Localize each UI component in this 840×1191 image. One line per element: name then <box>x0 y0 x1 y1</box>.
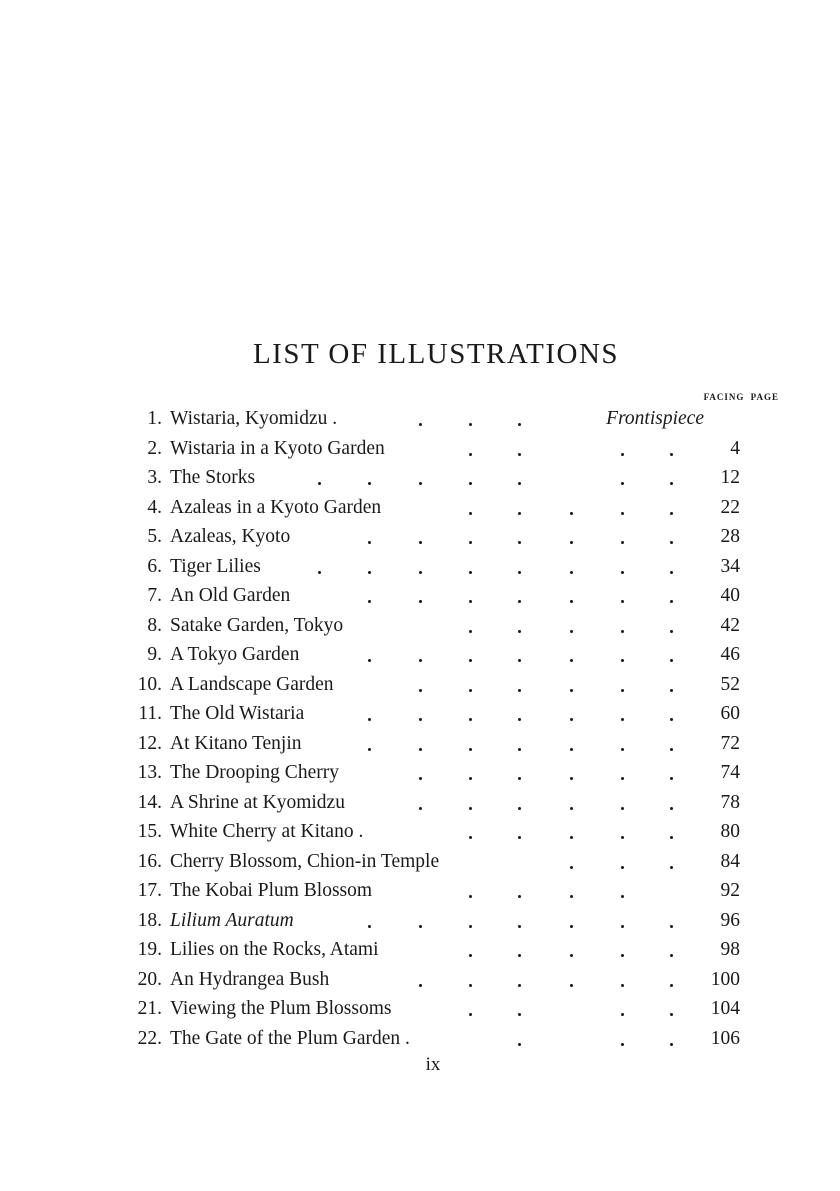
leader-dot <box>419 689 422 692</box>
leader-dot <box>518 482 521 485</box>
leader-dot <box>621 482 624 485</box>
item-page: 96 <box>720 909 740 931</box>
item-page: 92 <box>720 880 740 901</box>
leader-dot <box>570 630 573 633</box>
leader-dot <box>368 925 371 928</box>
item-number: 19. <box>137 939 162 960</box>
item-number: 2. <box>147 437 162 459</box>
leader-dot <box>518 777 521 780</box>
leader-dot <box>670 1043 673 1046</box>
item-number: 1. <box>147 408 162 429</box>
leader-dot <box>570 984 573 987</box>
item-page: 100 <box>710 968 740 990</box>
item-page: 46 <box>720 644 740 665</box>
leader-dot <box>518 630 521 633</box>
leader-dot <box>670 600 673 603</box>
leader-dot <box>621 718 624 721</box>
leader-dot <box>469 1013 472 1016</box>
leader-dot <box>518 984 521 987</box>
leader-dot <box>621 453 624 456</box>
leader-dot <box>670 954 673 957</box>
list-item <box>0 847 840 877</box>
page-title: LIST OF ILLUSTRATIONS <box>252 338 620 370</box>
list-item <box>0 758 840 788</box>
leader-dot <box>518 423 521 426</box>
item-title: A Landscape Garden <box>170 673 334 695</box>
leader-dot <box>570 689 573 692</box>
leader-dot <box>469 718 472 721</box>
leader-dot <box>368 482 371 485</box>
leader-dot <box>670 630 673 633</box>
item-page: 34 <box>720 555 740 577</box>
item-page: Frontispiece <box>606 408 704 429</box>
item-page: 12 <box>720 467 740 488</box>
leader-dot <box>419 718 422 721</box>
list-item <box>0 994 840 1024</box>
leader-dot <box>621 541 624 544</box>
leader-dot <box>570 659 573 662</box>
item-page: 52 <box>720 673 740 695</box>
item-page: 78 <box>720 791 740 813</box>
item-number: 13. <box>137 762 162 783</box>
list-item <box>0 522 840 552</box>
leader-dot <box>621 895 624 898</box>
leader-dot <box>469 600 472 603</box>
leader-dot <box>621 748 624 751</box>
list-item <box>0 965 840 995</box>
leader-dot <box>670 689 673 692</box>
list-item <box>0 876 840 906</box>
leader-dot <box>368 718 371 721</box>
item-number: 12. <box>137 732 162 754</box>
leader-dot <box>469 659 472 662</box>
list-item <box>0 493 840 523</box>
leader-dot <box>518 659 521 662</box>
leader-dot <box>419 777 422 780</box>
leader-dot <box>621 925 624 928</box>
facing-page-label: FACING PAGE <box>703 392 779 402</box>
leader-dot <box>518 836 521 839</box>
leader-dot <box>670 984 673 987</box>
leader-dot <box>621 836 624 839</box>
leader-dot <box>469 748 472 751</box>
item-page: 106 <box>710 1027 740 1049</box>
item-title: The Old Wistaria <box>170 703 305 724</box>
item-title: Tiger Lilies <box>170 555 261 577</box>
list-item <box>0 788 840 818</box>
leader-dot <box>518 748 521 751</box>
leader-dot <box>518 600 521 603</box>
leader-dot <box>518 571 521 574</box>
leader-dot <box>670 512 673 515</box>
list-item <box>0 670 840 700</box>
leader-dot <box>670 777 673 780</box>
item-page: 72 <box>720 732 740 754</box>
leader-dot <box>419 541 422 544</box>
leader-dot <box>518 512 521 515</box>
leader-dot <box>570 807 573 810</box>
list-item <box>0 640 840 670</box>
item-page: 40 <box>720 585 740 606</box>
leader-dot <box>469 836 472 839</box>
item-number: 20. <box>137 968 162 990</box>
leader-dot <box>670 748 673 751</box>
item-title: Azaleas in a Kyoto Garden <box>170 496 382 518</box>
item-title: Cherry Blossom, Chion-in Temple <box>170 850 440 872</box>
leader-dot <box>570 512 573 515</box>
item-title: Azaleas, Kyoto <box>170 526 291 547</box>
item-title: A Tokyo Garden <box>170 644 300 665</box>
item-page: 84 <box>720 850 740 872</box>
leader-dot <box>670 541 673 544</box>
list-item <box>0 699 840 729</box>
item-number: 9. <box>147 644 162 665</box>
leader-dot <box>368 541 371 544</box>
item-number: 17. <box>137 880 162 901</box>
leader-dot <box>621 512 624 515</box>
leader-dot <box>419 807 422 810</box>
leader-dot <box>670 571 673 574</box>
leader-dot <box>621 571 624 574</box>
item-number: 15. <box>137 821 162 842</box>
leader-dot <box>570 925 573 928</box>
item-title: An Old Garden <box>170 585 291 606</box>
leader-dot <box>318 482 321 485</box>
leader-dot <box>621 984 624 987</box>
list-item <box>0 463 840 493</box>
item-page: 98 <box>720 939 740 960</box>
item-title: Satake Garden, Tokyo <box>170 614 344 636</box>
item-page: 80 <box>720 821 740 842</box>
list-item <box>0 552 840 582</box>
leader-dot <box>670 482 673 485</box>
list-item <box>0 906 840 936</box>
leader-dot <box>570 895 573 898</box>
leader-dot <box>419 984 422 987</box>
leader-dot <box>419 423 422 426</box>
item-title: Lilium Auratum <box>170 909 294 931</box>
leader-dot <box>570 600 573 603</box>
leader-dot <box>419 659 422 662</box>
item-title: An Hydrangea Bush <box>170 968 330 990</box>
item-page: 22 <box>720 496 740 518</box>
leader-dot <box>469 423 472 426</box>
list-item <box>0 611 840 641</box>
item-number: 10. <box>137 673 162 695</box>
page-number: ix <box>425 1054 441 1075</box>
leader-dot <box>469 984 472 987</box>
leader-dot <box>419 571 422 574</box>
leader-dot <box>518 895 521 898</box>
leader-dot <box>518 925 521 928</box>
item-number: 14. <box>137 791 162 813</box>
item-title: The Drooping Cherry <box>170 762 339 783</box>
item-page: 42 <box>720 614 740 636</box>
leader-dot <box>518 541 521 544</box>
item-title: A Shrine at Kyomidzu <box>170 791 345 813</box>
leader-dot <box>469 777 472 780</box>
leader-dot <box>469 895 472 898</box>
item-number: 3. <box>147 467 162 488</box>
item-number: 16. <box>137 850 162 872</box>
leader-dot <box>469 630 472 633</box>
list-item <box>0 581 840 611</box>
leader-dot <box>670 925 673 928</box>
list-item <box>0 935 840 965</box>
item-page: 104 <box>710 998 740 1019</box>
item-number: 21. <box>137 998 162 1019</box>
leader-dot <box>518 1013 521 1016</box>
leader-dot <box>419 748 422 751</box>
leader-dot <box>518 1043 521 1046</box>
item-number: 6. <box>147 555 162 577</box>
item-title: Wistaria in a Kyoto Garden <box>170 437 385 459</box>
leader-dot <box>670 453 673 456</box>
item-number: 22. <box>137 1027 162 1049</box>
leader-dot <box>670 659 673 662</box>
leader-dot <box>621 954 624 957</box>
item-title: The Storks <box>170 467 256 488</box>
leader-dot <box>518 954 521 957</box>
item-title: Wistaria, Kyomidzu . <box>170 408 338 429</box>
leader-dot <box>621 600 624 603</box>
leader-dot <box>469 453 472 456</box>
leader-dot <box>670 807 673 810</box>
list-item <box>0 729 840 759</box>
leader-dot <box>570 777 573 780</box>
item-title: White Cherry at Kitano . <box>170 821 364 842</box>
leader-dot <box>570 954 573 957</box>
list-item <box>0 817 840 847</box>
leader-dot <box>469 541 472 544</box>
leader-dot <box>570 866 573 869</box>
leader-dot <box>469 925 472 928</box>
leader-dot <box>368 571 371 574</box>
leader-dot <box>621 1013 624 1016</box>
leader-dot <box>469 689 472 692</box>
list-item <box>0 434 840 464</box>
item-title: The Kobai Plum Blossom <box>170 880 373 901</box>
leader-dot <box>670 866 673 869</box>
item-page: 74 <box>720 762 740 783</box>
leader-dot <box>469 807 472 810</box>
leader-dot <box>518 807 521 810</box>
leader-dot <box>621 1043 624 1046</box>
leader-dot <box>621 689 624 692</box>
leader-dot <box>419 600 422 603</box>
leader-dot <box>469 571 472 574</box>
leader-dot <box>368 659 371 662</box>
item-number: 11. <box>138 703 162 724</box>
leader-dot <box>518 718 521 721</box>
leader-dot <box>621 630 624 633</box>
item-title: Lilies on the Rocks, Atami <box>170 939 379 960</box>
item-page: 28 <box>720 526 740 547</box>
leader-dot <box>419 482 422 485</box>
leader-dot <box>621 807 624 810</box>
leader-dot <box>621 659 624 662</box>
list-item <box>0 404 840 434</box>
item-page: 4 <box>730 437 740 459</box>
list-item <box>0 1024 840 1054</box>
leader-dot <box>469 512 472 515</box>
leader-dot <box>469 482 472 485</box>
leader-dot <box>318 571 321 574</box>
item-number: 8. <box>147 614 162 636</box>
leader-dot <box>570 836 573 839</box>
leader-dot <box>570 571 573 574</box>
item-number: 4. <box>147 496 162 518</box>
leader-dot <box>368 748 371 751</box>
item-title: Viewing the Plum Blossoms <box>170 998 392 1019</box>
item-title: The Gate of the Plum Garden . <box>170 1027 410 1049</box>
illustrations-list <box>0 404 840 1053</box>
leader-dot <box>469 954 472 957</box>
item-title: At Kitano Tenjin <box>170 732 302 754</box>
leader-dot <box>621 777 624 780</box>
leader-dot <box>419 925 422 928</box>
leader-dot <box>368 600 371 603</box>
leader-dot <box>670 718 673 721</box>
leader-dot <box>670 836 673 839</box>
item-page: 60 <box>720 703 740 724</box>
item-number: 5. <box>147 526 162 547</box>
leader-dot <box>570 748 573 751</box>
leader-dot <box>570 541 573 544</box>
item-number: 18. <box>137 909 162 931</box>
leader-dot <box>621 866 624 869</box>
item-number: 7. <box>147 585 162 606</box>
leader-dot <box>670 1013 673 1016</box>
leader-dot <box>570 718 573 721</box>
leader-dot <box>518 453 521 456</box>
leader-dot <box>518 689 521 692</box>
